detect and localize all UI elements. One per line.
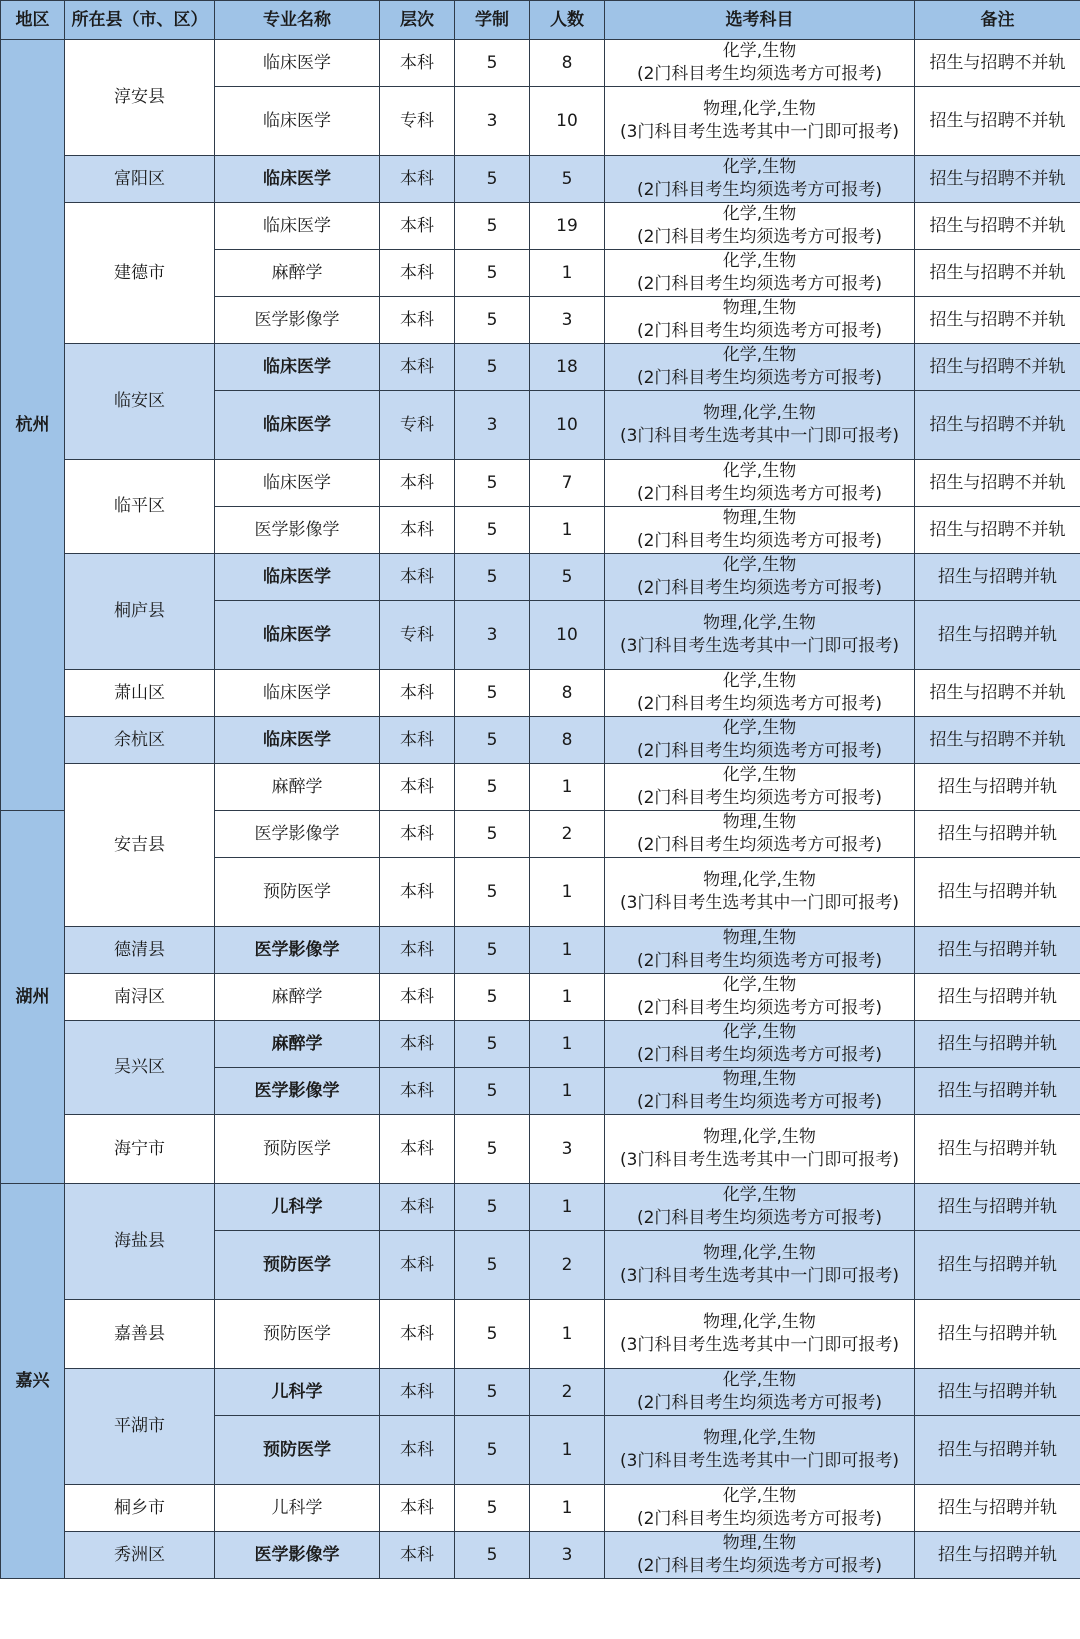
subjects-required: 化学,生物 <box>722 1185 797 1205</box>
county-cell: 吴兴区 <box>65 1021 215 1115</box>
subjects-rule: (2门科目考生均须选考方可报考) <box>636 1045 883 1065</box>
subjects-required: 物理,生物 <box>722 508 797 528</box>
years-cell: 3 <box>455 87 530 156</box>
years-cell: 5 <box>455 670 530 717</box>
note-cell: 招生与招聘并轨 <box>915 1369 1080 1416</box>
table-row <box>1 1115 1080 1184</box>
subjects-rule: (2门科目考生均须选考方可报考) <box>636 1393 883 1413</box>
major-cell: 医学影像学 <box>215 1532 380 1579</box>
major-cell: 医学影像学 <box>215 1068 380 1115</box>
level-cell: 本科 <box>380 203 455 250</box>
subjects-required: 物理,化学,生物 <box>703 403 816 423</box>
subjects-cell <box>605 670 915 717</box>
count-cell: 1 <box>530 1416 605 1485</box>
header-years: 学制 <box>455 1 530 40</box>
subjects-cell <box>605 460 915 507</box>
count-cell: 5 <box>530 156 605 203</box>
subjects-cell <box>605 601 915 670</box>
years-cell: 5 <box>455 1068 530 1115</box>
level-cell: 本科 <box>380 764 455 811</box>
major-cell: 临床医学 <box>215 87 380 156</box>
table-row <box>1 460 1080 507</box>
subjects-cell <box>605 40 915 87</box>
subjects-rule: (2门科目考生均须选考方可报考) <box>636 64 883 84</box>
note-cell: 招生与招聘并轨 <box>915 764 1080 811</box>
subjects-required: 物理,化学,生物 <box>703 99 816 119</box>
major-cell: 临床医学 <box>215 717 380 764</box>
county-cell: 桐庐县 <box>65 554 215 670</box>
county-cell: 富阳区 <box>65 156 215 203</box>
count-cell: 1 <box>530 974 605 1021</box>
header-region: 地区 <box>1 1 65 40</box>
subjects-required: 物理,化学,生物 <box>703 1312 816 1332</box>
county-cell: 秀洲区 <box>65 1532 215 1579</box>
subjects-required: 物理,生物 <box>722 1533 797 1553</box>
county-cell: 南浔区 <box>65 974 215 1021</box>
major-cell: 临床医学 <box>215 40 380 87</box>
years-cell: 5 <box>455 250 530 297</box>
subjects-required: 化学,生物 <box>722 975 797 995</box>
note-cell: 招生与招聘并轨 <box>915 1231 1080 1300</box>
table-row <box>1 1369 1080 1416</box>
county-cell: 嘉善县 <box>65 1300 215 1369</box>
count-cell: 3 <box>530 297 605 344</box>
subjects-cell <box>605 203 915 250</box>
level-cell: 本科 <box>380 40 455 87</box>
count-cell: 3 <box>530 1115 605 1184</box>
subjects-required: 化学,生物 <box>722 157 797 177</box>
years-cell: 5 <box>455 927 530 974</box>
subjects-cell <box>605 1485 915 1532</box>
major-cell: 医学影像学 <box>215 811 380 858</box>
subjects-rule: (2门科目考生均须选考方可报考) <box>636 227 883 247</box>
region-cell: 杭州 <box>1 40 65 811</box>
subjects-required: 化学,生物 <box>722 461 797 481</box>
table-row <box>1 1021 1080 1068</box>
major-cell: 儿科学 <box>215 1184 380 1231</box>
major-cell: 临床医学 <box>215 554 380 601</box>
subjects-required: 物理,化学,生物 <box>703 1243 816 1263</box>
subjects-rule: (2门科目考生均须选考方可报考) <box>636 1092 883 1112</box>
subjects-required: 化学,生物 <box>722 345 797 365</box>
count-cell: 10 <box>530 391 605 460</box>
note-cell: 招生与招聘并轨 <box>915 1115 1080 1184</box>
major-cell: 临床医学 <box>215 460 380 507</box>
count-cell: 18 <box>530 344 605 391</box>
count-cell: 1 <box>530 507 605 554</box>
level-cell: 本科 <box>380 927 455 974</box>
table-row <box>1 1300 1080 1369</box>
table-row <box>1 764 1080 811</box>
years-cell: 5 <box>455 1532 530 1579</box>
level-cell: 本科 <box>380 858 455 927</box>
note-cell: 招生与招聘并轨 <box>915 554 1080 601</box>
subjects-cell <box>605 764 915 811</box>
years-cell: 5 <box>455 1485 530 1532</box>
note-cell: 招生与招聘不并轨 <box>915 297 1080 344</box>
subjects-rule: (2门科目考生均须选考方可报考) <box>636 368 883 388</box>
years-cell: 5 <box>455 1416 530 1485</box>
count-cell: 1 <box>530 1021 605 1068</box>
subjects-required: 物理,生物 <box>722 928 797 948</box>
subjects-cell <box>605 1231 915 1300</box>
level-cell: 本科 <box>380 811 455 858</box>
subjects-rule: (2门科目考生均须选考方可报考) <box>636 694 883 714</box>
subjects-rule: (2门科目考生均须选考方可报考) <box>636 578 883 598</box>
level-cell: 本科 <box>380 1485 455 1532</box>
count-cell: 10 <box>530 87 605 156</box>
note-cell: 招生与招聘不并轨 <box>915 717 1080 764</box>
header-county: 所在县（市、区） <box>65 1 215 40</box>
county-cell: 临平区 <box>65 460 215 554</box>
level-cell: 本科 <box>380 1021 455 1068</box>
major-cell: 临床医学 <box>215 156 380 203</box>
note-cell: 招生与招聘不并轨 <box>915 203 1080 250</box>
major-cell: 麻醉学 <box>215 1021 380 1068</box>
subjects-rule: (2门科目考生均须选考方可报考) <box>636 531 883 551</box>
county-cell: 淳安县 <box>65 40 215 156</box>
table-row <box>1 974 1080 1021</box>
subjects-cell <box>605 1115 915 1184</box>
major-cell: 预防医学 <box>215 1300 380 1369</box>
subjects-cell <box>605 250 915 297</box>
note-cell: 招生与招聘并轨 <box>915 974 1080 1021</box>
note-cell: 招生与招聘不并轨 <box>915 250 1080 297</box>
major-cell: 医学影像学 <box>215 507 380 554</box>
county-cell: 桐乡市 <box>65 1485 215 1532</box>
count-cell: 19 <box>530 203 605 250</box>
table-body <box>1 40 1080 1579</box>
years-cell: 3 <box>455 601 530 670</box>
major-cell: 临床医学 <box>215 391 380 460</box>
note-cell: 招生与招聘不并轨 <box>915 507 1080 554</box>
subjects-cell <box>605 391 915 460</box>
years-cell: 5 <box>455 811 530 858</box>
subjects-rule: (2门科目考生均须选考方可报考) <box>636 998 883 1018</box>
subjects-required: 化学,生物 <box>722 1370 797 1390</box>
subjects-cell <box>605 927 915 974</box>
subjects-rule: (2门科目考生均须选考方可报考) <box>636 788 883 808</box>
level-cell: 专科 <box>380 391 455 460</box>
subjects-rule: (3门科目考生选考其中一门即可报考) <box>619 636 900 656</box>
years-cell: 5 <box>455 1300 530 1369</box>
note-cell: 招生与招聘并轨 <box>915 858 1080 927</box>
subjects-required: 化学,生物 <box>722 765 797 785</box>
subjects-rule: (3门科目考生选考其中一门即可报考) <box>619 1335 900 1355</box>
level-cell: 本科 <box>380 297 455 344</box>
level-cell: 专科 <box>380 601 455 670</box>
subjects-required: 物理,生物 <box>722 1069 797 1089</box>
subjects-rule: (2门科目考生均须选考方可报考) <box>636 741 883 761</box>
subjects-rule: (3门科目考生选考其中一门即可报考) <box>619 893 900 913</box>
subjects-cell <box>605 974 915 1021</box>
level-cell: 本科 <box>380 250 455 297</box>
level-cell: 本科 <box>380 1369 455 1416</box>
subjects-required: 化学,生物 <box>722 251 797 271</box>
table-header-row <box>1 1 1080 40</box>
subjects-cell <box>605 1369 915 1416</box>
level-cell: 本科 <box>380 1532 455 1579</box>
header-subjects: 选考科目 <box>605 1 915 40</box>
major-cell: 预防医学 <box>215 1115 380 1184</box>
note-cell: 招生与招聘并轨 <box>915 1485 1080 1532</box>
level-cell: 本科 <box>380 554 455 601</box>
years-cell: 5 <box>455 1115 530 1184</box>
subjects-rule: (2门科目考生均须选考方可报考) <box>636 274 883 294</box>
level-cell: 本科 <box>380 1231 455 1300</box>
header-level: 层次 <box>380 1 455 40</box>
level-cell: 本科 <box>380 344 455 391</box>
note-cell: 招生与招聘并轨 <box>915 811 1080 858</box>
subjects-cell <box>605 717 915 764</box>
count-cell: 7 <box>530 460 605 507</box>
table-row <box>1 344 1080 391</box>
county-cell: 临安区 <box>65 344 215 460</box>
subjects-rule: (2门科目考生均须选考方可报考) <box>636 180 883 200</box>
subjects-rule: (2门科目考生均须选考方可报考) <box>636 1208 883 1228</box>
level-cell: 本科 <box>380 974 455 1021</box>
years-cell: 5 <box>455 1369 530 1416</box>
major-cell: 临床医学 <box>215 601 380 670</box>
note-cell: 招生与招聘不并轨 <box>915 670 1080 717</box>
years-cell: 5 <box>455 460 530 507</box>
years-cell: 5 <box>455 203 530 250</box>
subjects-rule: (2门科目考生均须选考方可报考) <box>636 1556 883 1576</box>
subjects-required: 化学,生物 <box>722 1022 797 1042</box>
note-cell: 招生与招聘并轨 <box>915 1021 1080 1068</box>
major-cell: 临床医学 <box>215 203 380 250</box>
subjects-required: 物理,化学,生物 <box>703 1428 816 1448</box>
major-cell: 临床医学 <box>215 670 380 717</box>
header-count: 人数 <box>530 1 605 40</box>
subjects-required: 物理,化学,生物 <box>703 870 816 890</box>
major-cell: 临床医学 <box>215 344 380 391</box>
level-cell: 专科 <box>380 87 455 156</box>
major-cell: 麻醉学 <box>215 250 380 297</box>
count-cell: 1 <box>530 1184 605 1231</box>
level-cell: 本科 <box>380 507 455 554</box>
years-cell: 5 <box>455 156 530 203</box>
count-cell: 2 <box>530 1231 605 1300</box>
subjects-cell <box>605 1532 915 1579</box>
years-cell: 5 <box>455 1021 530 1068</box>
note-cell: 招生与招聘不并轨 <box>915 156 1080 203</box>
subjects-required: 化学,生物 <box>722 671 797 691</box>
major-cell: 麻醉学 <box>215 764 380 811</box>
county-cell: 平湖市 <box>65 1369 215 1485</box>
subjects-rule: (2门科目考生均须选考方可报考) <box>636 1509 883 1529</box>
subjects-cell <box>605 507 915 554</box>
subjects-rule: (2门科目考生均须选考方可报考) <box>636 321 883 341</box>
county-cell: 安吉县 <box>65 764 215 927</box>
subjects-rule: (2门科目考生均须选考方可报考) <box>636 835 883 855</box>
note-cell: 招生与招聘并轨 <box>915 1300 1080 1369</box>
header-note: 备注 <box>915 1 1080 40</box>
county-cell: 余杭区 <box>65 717 215 764</box>
subjects-cell <box>605 297 915 344</box>
subjects-cell <box>605 554 915 601</box>
subjects-required: 化学,生物 <box>722 555 797 575</box>
major-cell: 预防医学 <box>215 1231 380 1300</box>
county-cell: 海盐县 <box>65 1184 215 1300</box>
subjects-required: 物理,生物 <box>722 298 797 318</box>
years-cell: 5 <box>455 717 530 764</box>
subjects-cell <box>605 811 915 858</box>
level-cell: 本科 <box>380 1416 455 1485</box>
count-cell: 8 <box>530 670 605 717</box>
subjects-cell <box>605 344 915 391</box>
major-cell: 医学影像学 <box>215 927 380 974</box>
note-cell: 招生与招聘不并轨 <box>915 460 1080 507</box>
county-cell: 萧山区 <box>65 670 215 717</box>
county-cell: 建德市 <box>65 203 215 344</box>
note-cell: 招生与招聘不并轨 <box>915 87 1080 156</box>
subjects-cell <box>605 1021 915 1068</box>
note-cell: 招生与招聘不并轨 <box>915 344 1080 391</box>
table-row <box>1 1532 1080 1579</box>
subjects-rule: (3门科目考生选考其中一门即可报考) <box>619 1266 900 1286</box>
note-cell: 招生与招聘并轨 <box>915 1532 1080 1579</box>
level-cell: 本科 <box>380 1300 455 1369</box>
subjects-cell <box>605 1300 915 1369</box>
note-cell: 招生与招聘不并轨 <box>915 40 1080 87</box>
subjects-cell <box>605 87 915 156</box>
count-cell: 8 <box>530 40 605 87</box>
subjects-required: 物理,生物 <box>722 812 797 832</box>
subjects-cell <box>605 1184 915 1231</box>
note-cell: 招生与招聘并轨 <box>915 927 1080 974</box>
years-cell: 5 <box>455 974 530 1021</box>
table-row <box>1 203 1080 250</box>
years-cell: 5 <box>455 1184 530 1231</box>
table-row <box>1 40 1080 87</box>
county-cell: 德清县 <box>65 927 215 974</box>
count-cell: 1 <box>530 250 605 297</box>
level-cell: 本科 <box>380 717 455 764</box>
major-cell: 儿科学 <box>215 1485 380 1532</box>
subjects-rule: (3门科目考生选考其中一门即可报考) <box>619 1451 900 1471</box>
subjects-rule: (3门科目考生选考其中一门即可报考) <box>619 122 900 142</box>
count-cell: 1 <box>530 764 605 811</box>
years-cell: 5 <box>455 858 530 927</box>
table-row <box>1 717 1080 764</box>
count-cell: 8 <box>530 717 605 764</box>
subjects-required: 化学,生物 <box>722 718 797 738</box>
subjects-rule: (3门科目考生选考其中一门即可报考) <box>619 426 900 446</box>
level-cell: 本科 <box>380 1184 455 1231</box>
table-row <box>1 1184 1080 1231</box>
years-cell: 5 <box>455 297 530 344</box>
years-cell: 5 <box>455 507 530 554</box>
header-major: 专业名称 <box>215 1 380 40</box>
subjects-cell <box>605 858 915 927</box>
subjects-required: 化学,生物 <box>722 204 797 224</box>
years-cell: 5 <box>455 344 530 391</box>
count-cell: 2 <box>530 1369 605 1416</box>
count-cell: 2 <box>530 811 605 858</box>
major-cell: 儿科学 <box>215 1369 380 1416</box>
count-cell: 1 <box>530 1300 605 1369</box>
table-row <box>1 554 1080 601</box>
table-row <box>1 670 1080 717</box>
note-cell: 招生与招聘不并轨 <box>915 391 1080 460</box>
count-cell: 1 <box>530 1068 605 1115</box>
count-cell: 1 <box>530 1485 605 1532</box>
note-cell: 招生与招聘并轨 <box>915 1068 1080 1115</box>
subjects-rule: (3门科目考生选考其中一门即可报考) <box>619 1150 900 1170</box>
subjects-cell <box>605 1416 915 1485</box>
years-cell: 5 <box>455 764 530 811</box>
level-cell: 本科 <box>380 1115 455 1184</box>
count-cell: 3 <box>530 1532 605 1579</box>
major-cell: 预防医学 <box>215 858 380 927</box>
table-row <box>1 1485 1080 1532</box>
subjects-required: 物理,化学,生物 <box>703 613 816 633</box>
table-row <box>1 927 1080 974</box>
years-cell: 5 <box>455 554 530 601</box>
years-cell: 5 <box>455 1231 530 1300</box>
note-cell: 招生与招聘并轨 <box>915 1416 1080 1485</box>
level-cell: 本科 <box>380 460 455 507</box>
major-cell: 医学影像学 <box>215 297 380 344</box>
level-cell: 本科 <box>380 156 455 203</box>
region-cell: 湖州 <box>1 811 65 1184</box>
region-cell: 嘉兴 <box>1 1184 65 1579</box>
count-cell: 10 <box>530 601 605 670</box>
county-cell: 海宁市 <box>65 1115 215 1184</box>
subjects-rule: (2门科目考生均须选考方可报考) <box>636 484 883 504</box>
subjects-cell <box>605 1068 915 1115</box>
subjects-required: 物理,化学,生物 <box>703 1127 816 1147</box>
subjects-rule: (2门科目考生均须选考方可报考) <box>636 951 883 971</box>
major-cell: 麻醉学 <box>215 974 380 1021</box>
note-cell: 招生与招聘并轨 <box>915 601 1080 670</box>
table-row <box>1 156 1080 203</box>
level-cell: 本科 <box>380 670 455 717</box>
subjects-cell <box>605 156 915 203</box>
count-cell: 1 <box>530 927 605 974</box>
level-cell: 本科 <box>380 1068 455 1115</box>
subjects-required: 化学,生物 <box>722 41 797 61</box>
subjects-required: 化学,生物 <box>722 1486 797 1506</box>
major-cell: 预防医学 <box>215 1416 380 1485</box>
note-cell: 招生与招聘并轨 <box>915 1184 1080 1231</box>
count-cell: 5 <box>530 554 605 601</box>
years-cell: 3 <box>455 391 530 460</box>
count-cell: 1 <box>530 858 605 927</box>
years-cell: 5 <box>455 40 530 87</box>
